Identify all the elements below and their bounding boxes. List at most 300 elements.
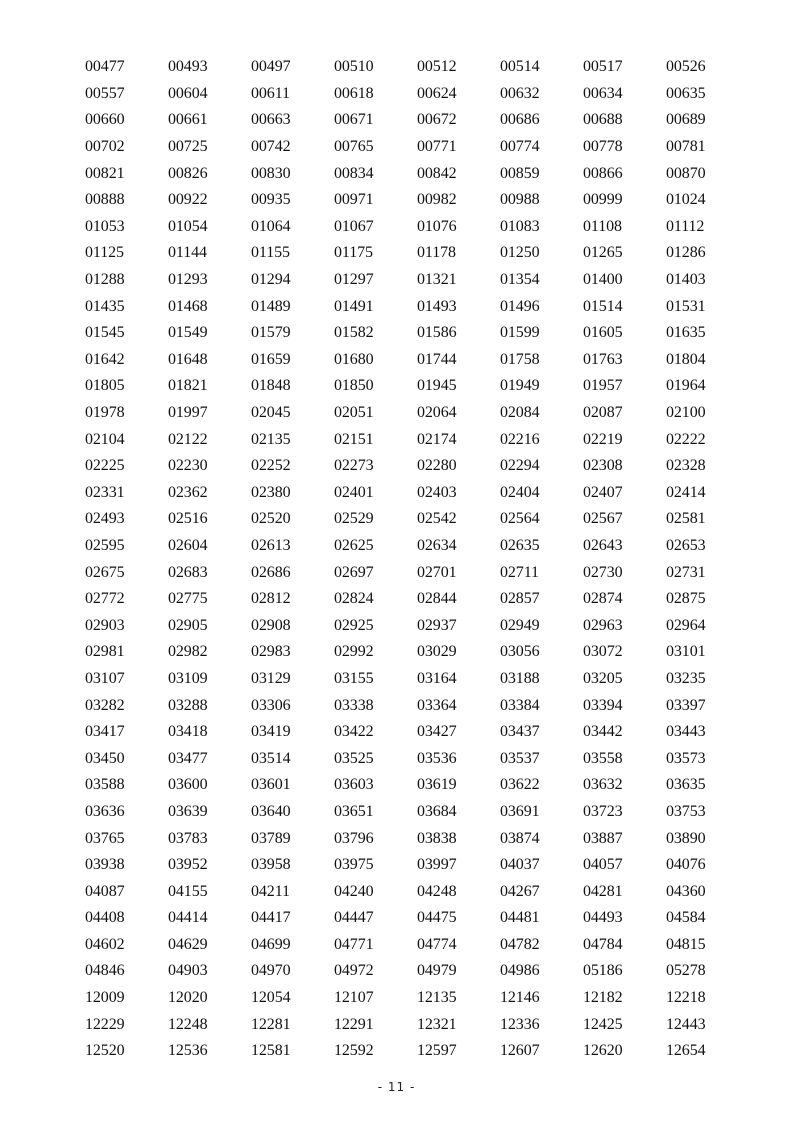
- grid-cell: 00781: [666, 138, 706, 156]
- grid-cell: 03205: [583, 669, 623, 687]
- grid-cell: 03789: [251, 829, 291, 847]
- grid-cell: 03419: [251, 723, 291, 741]
- grid-cell: 12229: [85, 1015, 125, 1033]
- grid-cell: 03397: [666, 696, 706, 714]
- grid-row: [85, 107, 725, 134]
- grid-row: [85, 533, 725, 560]
- grid-cell: 02100: [666, 404, 706, 422]
- grid-cell: 00624: [417, 84, 457, 102]
- grid-cell: 03394: [583, 696, 623, 714]
- grid-cell: 00512: [417, 58, 457, 76]
- grid-cell: 01400: [583, 271, 623, 289]
- grid-cell: 01642: [85, 350, 125, 368]
- grid-cell: 03783: [168, 829, 208, 847]
- grid-cell: 02403: [417, 483, 457, 501]
- grid-cell: 01265: [583, 244, 623, 262]
- grid-cell: 01112: [666, 217, 705, 235]
- grid-cell: 03573: [666, 749, 706, 767]
- grid-cell: 04903: [168, 962, 208, 980]
- grid-row: [85, 240, 725, 267]
- grid-cell: 12520: [85, 1042, 125, 1060]
- grid-cell: 00517: [583, 58, 623, 76]
- grid-cell: 04408: [85, 909, 125, 927]
- grid-cell: 02414: [666, 483, 706, 501]
- grid-cell: 03427: [417, 723, 457, 741]
- grid-cell: 01586: [417, 324, 457, 342]
- grid-cell: 01076: [417, 217, 457, 235]
- grid-cell: 02542: [417, 510, 457, 528]
- grid-cell: 00859: [500, 164, 540, 182]
- grid-cell: 00830: [251, 164, 291, 182]
- grid-cell: 01024: [666, 191, 706, 209]
- grid-cell: 01294: [251, 271, 291, 289]
- grid-cell: 03442: [583, 723, 623, 741]
- grid-cell: 00935: [251, 191, 291, 209]
- grid-cell: 12321: [417, 1015, 457, 1033]
- grid-cell: 01582: [334, 324, 374, 342]
- grid-cell: 01286: [666, 244, 706, 262]
- grid-cell: 03188: [500, 669, 540, 687]
- grid-row: [85, 214, 725, 241]
- grid-cell: 02903: [85, 616, 125, 634]
- grid-cell: 01744: [417, 350, 457, 368]
- grid-cell: 02824: [334, 590, 374, 608]
- grid-cell: 12581: [251, 1042, 291, 1060]
- grid-cell: 04076: [666, 856, 706, 874]
- grid-cell: 12620: [583, 1042, 623, 1060]
- grid-row: [85, 825, 725, 852]
- grid-cell: 04774: [417, 935, 457, 953]
- grid-cell: 02908: [251, 616, 291, 634]
- grid-cell: 02174: [417, 430, 457, 448]
- grid-cell: 01945: [417, 377, 457, 395]
- grid-cell: 03235: [666, 669, 706, 687]
- grid-cell: 00632: [500, 84, 540, 102]
- grid-cell: 02730: [583, 563, 623, 581]
- grid-row: [85, 666, 725, 693]
- grid-cell: 00497: [251, 58, 291, 76]
- grid-cell: 02812: [251, 590, 291, 608]
- grid-cell: 03635: [666, 776, 706, 794]
- grid-cell: 02982: [168, 643, 208, 661]
- grid-cell: 02135: [251, 430, 291, 448]
- grid-cell: 04360: [666, 882, 706, 900]
- grid-cell: 01250: [500, 244, 540, 262]
- grid-cell: 03443: [666, 723, 706, 741]
- grid-cell: 04211: [251, 882, 290, 900]
- grid-cell: 00771: [417, 138, 457, 156]
- grid-cell: 00661: [168, 111, 208, 129]
- grid-cell: 04986: [500, 962, 540, 980]
- grid-row: [85, 612, 725, 639]
- grid-cell: 03958: [251, 856, 291, 874]
- grid-cell: 03477: [168, 749, 208, 767]
- grid-cell: 02983: [251, 643, 291, 661]
- grid-cell: 04602: [85, 935, 125, 953]
- grid-cell: 01949: [500, 377, 540, 395]
- grid-cell: 03536: [417, 749, 457, 767]
- grid-cell: 04414: [168, 909, 208, 927]
- grid-cell: 03601: [251, 776, 291, 794]
- grid-cell: 02064: [417, 404, 457, 422]
- grid-cell: 02493: [85, 510, 125, 528]
- grid-cell: 03101: [666, 643, 706, 661]
- grid-cell: 01297: [334, 271, 374, 289]
- grid-cell: 04815: [666, 935, 706, 953]
- grid-row: [85, 267, 725, 294]
- grid-cell: 12009: [85, 989, 125, 1007]
- grid-cell: 00834: [334, 164, 374, 182]
- grid-cell: 02331: [85, 483, 125, 501]
- grid-cell: 03603: [334, 776, 374, 794]
- grid-cell: 02280: [417, 457, 457, 475]
- grid-cell: 03684: [417, 802, 457, 820]
- grid-cell: 03588: [85, 776, 125, 794]
- grid-cell: 00557: [85, 84, 125, 102]
- grid-cell: 01635: [666, 324, 706, 342]
- grid-cell: 01288: [85, 271, 125, 289]
- grid-cell: 00635: [666, 84, 706, 102]
- grid-cell: 03418: [168, 723, 208, 741]
- grid-cell: 12425: [583, 1015, 623, 1033]
- grid-cell: 03887: [583, 829, 623, 847]
- grid-cell: 03422: [334, 723, 374, 741]
- grid-cell: 02122: [168, 430, 208, 448]
- grid-cell: 02635: [500, 536, 540, 554]
- grid-cell: 03558: [583, 749, 623, 767]
- grid-cell: 02604: [168, 536, 208, 554]
- grid-cell: 04447: [334, 909, 374, 927]
- grid-row: [85, 453, 725, 480]
- grid-cell: 01545: [85, 324, 125, 342]
- grid-cell: 01067: [334, 217, 374, 235]
- grid-cell: 02567: [583, 510, 623, 528]
- grid-cell: 00689: [666, 111, 706, 129]
- grid-cell: 02653: [666, 536, 706, 554]
- grid-cell: 02380: [251, 483, 291, 501]
- grid-cell: 00477: [85, 58, 125, 76]
- grid-row: [85, 160, 725, 187]
- grid-row: [85, 639, 725, 666]
- grid-cell: 12607: [500, 1042, 540, 1060]
- grid-row: [85, 54, 725, 81]
- grid-row: [85, 1011, 725, 1038]
- grid-cell: 02844: [417, 590, 457, 608]
- grid-cell: 03129: [251, 669, 291, 687]
- grid-cell: 00888: [85, 191, 125, 209]
- grid-cell: 03364: [417, 696, 457, 714]
- grid-row: [85, 81, 725, 108]
- grid-cell: 00999: [583, 191, 623, 209]
- grid-cell: 00634: [583, 84, 623, 102]
- grid-cell: 03619: [417, 776, 457, 794]
- grid-cell: 02216: [500, 430, 540, 448]
- grid-cell: 02404: [500, 483, 540, 501]
- grid-cell: 12218: [666, 989, 706, 1007]
- grid-cell: 00510: [334, 58, 374, 76]
- grid-row: [85, 745, 725, 772]
- grid-cell: 01763: [583, 350, 623, 368]
- grid-cell: 01579: [251, 324, 291, 342]
- grid-cell: 02222: [666, 430, 706, 448]
- grid-cell: 03640: [251, 802, 291, 820]
- grid-cell: 03600: [168, 776, 208, 794]
- grid-cell: 03450: [85, 749, 125, 767]
- grid-cell: 12135: [417, 989, 457, 1007]
- grid-cell: 01804: [666, 350, 706, 368]
- grid-row: [85, 852, 725, 879]
- grid-cell: 01496: [500, 297, 540, 315]
- grid-cell: 12054: [251, 989, 291, 1007]
- grid-cell: 03107: [85, 669, 125, 687]
- grid-cell: 04584: [666, 909, 706, 927]
- grid-cell: 03890: [666, 829, 706, 847]
- grid-cell: 01321: [417, 271, 457, 289]
- grid-cell: 03288: [168, 696, 208, 714]
- grid-cell: 00826: [168, 164, 208, 182]
- grid-cell: 05186: [583, 962, 623, 980]
- grid-row: [85, 506, 725, 533]
- grid-row: [85, 134, 725, 161]
- grid-row: [85, 719, 725, 746]
- grid-cell: 02875: [666, 590, 706, 608]
- grid-cell: 00988: [500, 191, 540, 209]
- grid-cell: 00870: [666, 164, 706, 182]
- grid-cell: 04155: [168, 882, 208, 900]
- grid-cell: 04281: [583, 882, 623, 900]
- grid-row: [85, 985, 725, 1012]
- grid-row: [85, 480, 725, 507]
- grid-cell: 03753: [666, 802, 706, 820]
- grid-cell: 01403: [666, 271, 706, 289]
- grid-row: [85, 586, 725, 613]
- grid-cell: 03282: [85, 696, 125, 714]
- grid-cell: 02857: [500, 590, 540, 608]
- grid-cell: 00982: [417, 191, 457, 209]
- grid-cell: 00778: [583, 138, 623, 156]
- grid-cell: 02230: [168, 457, 208, 475]
- grid-cell: 04475: [417, 909, 457, 927]
- grid-cell: 02964: [666, 616, 706, 634]
- grid-cell: 03072: [583, 643, 623, 661]
- grid-cell: 01064: [251, 217, 291, 235]
- grid-cell: 03997: [417, 856, 457, 874]
- grid-cell: 12248: [168, 1015, 208, 1033]
- grid-cell: 00702: [85, 138, 125, 156]
- grid-cell: 12020: [168, 989, 208, 1007]
- grid-cell: 00493: [168, 58, 208, 76]
- grid-cell: 04782: [500, 935, 540, 953]
- grid-cell: 02273: [334, 457, 374, 475]
- grid-cell: 04972: [334, 962, 374, 980]
- grid-cell: 00686: [500, 111, 540, 129]
- grid-cell: 00672: [417, 111, 457, 129]
- grid-cell: 03639: [168, 802, 208, 820]
- grid-cell: 03636: [85, 802, 125, 820]
- grid-cell: 04771: [334, 935, 374, 953]
- grid-cell: 03622: [500, 776, 540, 794]
- grid-cell: 12592: [334, 1042, 374, 1060]
- grid-cell: 04979: [417, 962, 457, 980]
- page-number: - 11 -: [377, 1080, 416, 1094]
- grid-row: [85, 799, 725, 826]
- grid-cell: 12654: [666, 1042, 706, 1060]
- grid-cell: 02529: [334, 510, 374, 528]
- grid-cell: 05278: [666, 962, 706, 980]
- grid-cell: 03975: [334, 856, 374, 874]
- grid-cell: 04846: [85, 962, 125, 980]
- grid-cell: 03437: [500, 723, 540, 741]
- grid-cell: 01758: [500, 350, 540, 368]
- grid-cell: 01489: [251, 297, 291, 315]
- grid-cell: 00742: [251, 138, 291, 156]
- grid-cell: 03723: [583, 802, 623, 820]
- grid-cell: 03874: [500, 829, 540, 847]
- grid-cell: 03056: [500, 643, 540, 661]
- grid-cell: 01549: [168, 324, 208, 342]
- grid-cell: 12146: [500, 989, 540, 1007]
- grid-row: [85, 772, 725, 799]
- grid-cell: 01659: [251, 350, 291, 368]
- grid-cell: 12107: [334, 989, 374, 1007]
- grid-cell: 12281: [251, 1015, 291, 1033]
- grid-cell: 03155: [334, 669, 374, 687]
- grid-row: [85, 320, 725, 347]
- grid-cell: 03938: [85, 856, 125, 874]
- grid-cell: 03164: [417, 669, 457, 687]
- grid-row: [85, 426, 725, 453]
- grid-row: [85, 347, 725, 374]
- grid-cell: 01805: [85, 377, 125, 395]
- grid-cell: 02407: [583, 483, 623, 501]
- grid-cell: 02772: [85, 590, 125, 608]
- grid-cell: 00514: [500, 58, 540, 76]
- grid-cell: 00866: [583, 164, 623, 182]
- grid-row: [85, 905, 725, 932]
- grid-cell: 03691: [500, 802, 540, 820]
- grid-cell: 01083: [500, 217, 540, 235]
- grid-cell: 00765: [334, 138, 374, 156]
- grid-cell: 03632: [583, 776, 623, 794]
- grid-cell: 00526: [666, 58, 706, 76]
- grid-cell: 02595: [85, 536, 125, 554]
- grid-cell: 03796: [334, 829, 374, 847]
- grid-cell: 12291: [334, 1015, 374, 1033]
- grid-row: [85, 400, 725, 427]
- grid-cell: 12443: [666, 1015, 706, 1033]
- grid-row: [85, 559, 725, 586]
- grid-row: [85, 958, 725, 985]
- grid-cell: 00725: [168, 138, 208, 156]
- grid-cell: 00922: [168, 191, 208, 209]
- grid-cell: 01108: [583, 217, 622, 235]
- grid-cell: 02937: [417, 616, 457, 634]
- grid-cell: 02045: [251, 404, 291, 422]
- grid-row: [85, 187, 725, 214]
- grid-cell: 02701: [417, 563, 457, 581]
- grid-cell: 04629: [168, 935, 208, 953]
- grid-cell: 03838: [417, 829, 457, 847]
- grid-cell: 02225: [85, 457, 125, 475]
- grid-cell: 00618: [334, 84, 374, 102]
- grid-cell: 02613: [251, 536, 291, 554]
- grid-cell: 02087: [583, 404, 623, 422]
- grid-cell: 04240: [334, 882, 374, 900]
- grid-cell: 02051: [334, 404, 374, 422]
- grid-cell: 00688: [583, 111, 623, 129]
- grid-cell: 00660: [85, 111, 125, 129]
- grid-cell: 01178: [417, 244, 456, 262]
- grid-cell: 02634: [417, 536, 457, 554]
- grid-cell: 02104: [85, 430, 125, 448]
- grid-cell: 03384: [500, 696, 540, 714]
- grid-cell: 02581: [666, 510, 706, 528]
- grid-cell: 01354: [500, 271, 540, 289]
- grid-row: [85, 373, 725, 400]
- grid-cell: 04970: [251, 962, 291, 980]
- grid-cell: 01435: [85, 297, 125, 315]
- grid-cell: 12536: [168, 1042, 208, 1060]
- grid-cell: 04057: [583, 856, 623, 874]
- grid-cell: 01491: [334, 297, 374, 315]
- grid-cell: 02731: [666, 563, 706, 581]
- grid-cell: 01680: [334, 350, 374, 368]
- grid-cell: 00971: [334, 191, 374, 209]
- grid-cell: 12182: [583, 989, 623, 1007]
- grid-cell: 04699: [251, 935, 291, 953]
- grid-cell: 01821: [168, 377, 208, 395]
- grid-cell: 02775: [168, 590, 208, 608]
- grid-cell: 02992: [334, 643, 374, 661]
- grid-cell: 03537: [500, 749, 540, 767]
- grid-cell: 02711: [500, 563, 539, 581]
- grid-cell: 02675: [85, 563, 125, 581]
- grid-cell: 01599: [500, 324, 540, 342]
- grid-cell: 03765: [85, 829, 125, 847]
- grid-cell: 00604: [168, 84, 208, 102]
- grid-cell: 01175: [334, 244, 373, 262]
- grid-cell: 02308: [583, 457, 623, 475]
- grid-cell: 01850: [334, 377, 374, 395]
- grid-row: [85, 878, 725, 905]
- grid-cell: 02564: [500, 510, 540, 528]
- grid-cell: 12597: [417, 1042, 457, 1060]
- grid-cell: 02294: [500, 457, 540, 475]
- grid-cell: 03306: [251, 696, 291, 714]
- grid-cell: 02520: [251, 510, 291, 528]
- grid-cell: 01155: [251, 244, 290, 262]
- grid-cell: 04481: [500, 909, 540, 927]
- grid-cell: 03525: [334, 749, 374, 767]
- grid-cell: 01978: [85, 404, 125, 422]
- grid-cell: 03338: [334, 696, 374, 714]
- number-grid: [85, 54, 725, 1065]
- grid-cell: 02625: [334, 536, 374, 554]
- grid-cell: 02084: [500, 404, 540, 422]
- grid-cell: 04493: [583, 909, 623, 927]
- grid-cell: 02905: [168, 616, 208, 634]
- grid-cell: 04417: [251, 909, 291, 927]
- grid-cell: 01964: [666, 377, 706, 395]
- grid-row: [85, 1038, 725, 1065]
- grid-cell: 02252: [251, 457, 291, 475]
- grid-cell: 02219: [583, 430, 623, 448]
- grid-cell: 03029: [417, 643, 457, 661]
- grid-cell: 01053: [85, 217, 125, 235]
- grid-cell: 02362: [168, 483, 208, 501]
- grid-cell: 01144: [168, 244, 207, 262]
- grid-cell: 02949: [500, 616, 540, 634]
